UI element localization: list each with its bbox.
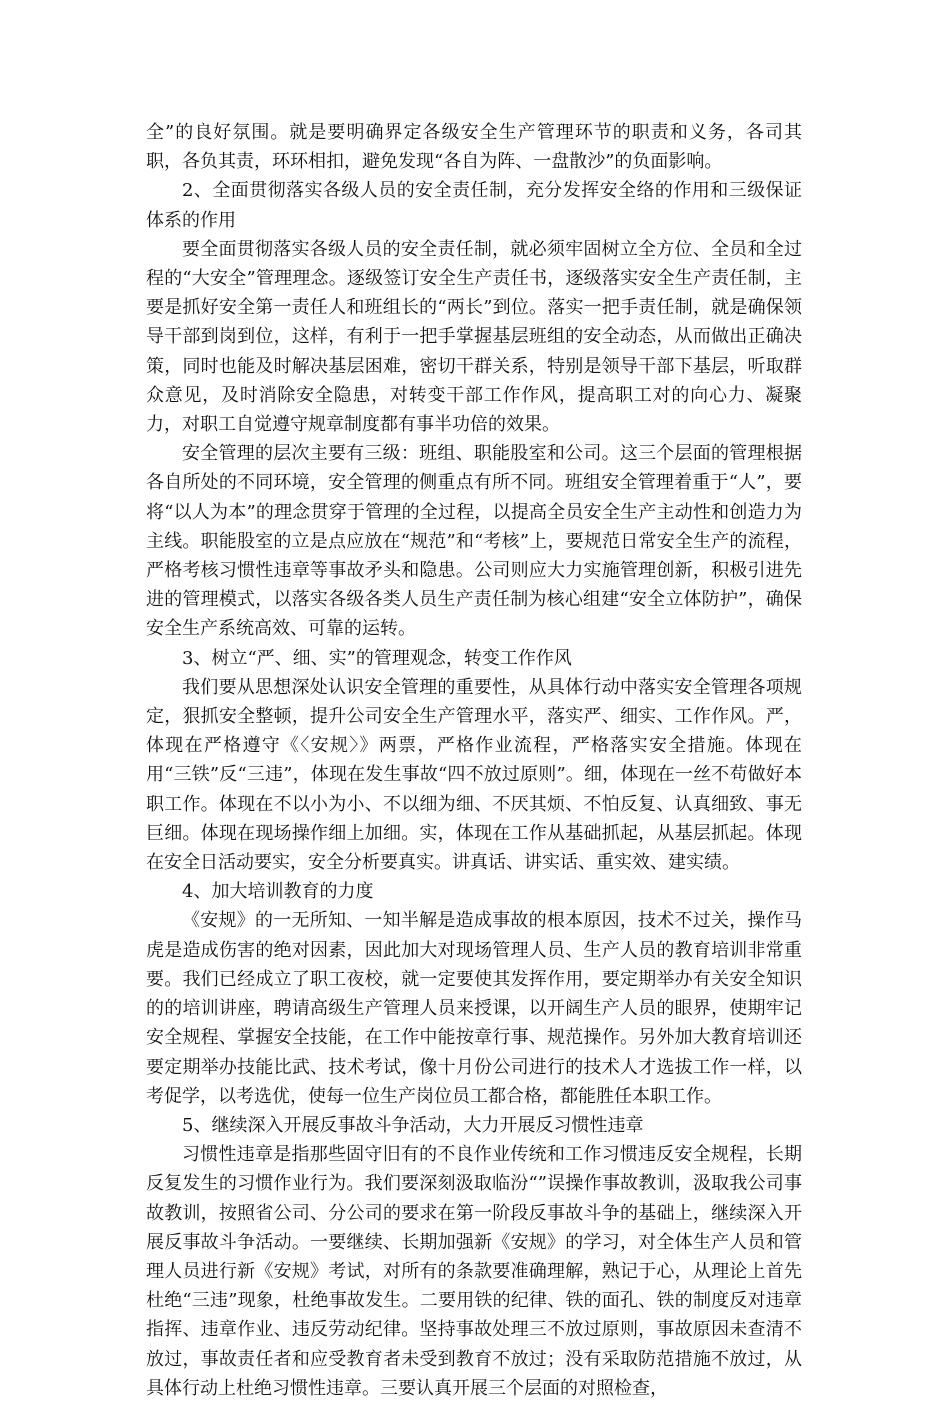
paragraph: 我们要从思想深处认识安全管理的重要性，从具体行动中落实安全管理各项规定，狠抓安全整顿，提升公司安全生产管理水平，落实严、细实、工作作风。严，体现在严格遵守《〈安规〉》两票，严格作业流程，严格落实安全措施。体现在用“三铁”反“三违”，体现在发生事故“四不放过原则”。细，体现在一丝不苟做好本职工作。体现在不以小为小、不以细为细、不厌其烦、不怕反复、认真细致、事无巨细。体现在现场操作细上加细。实，体现在工作从基础抓起，从基层抓起。体现在安全日活动要实，安全分析要真实。讲真话、讲实话、重实效、建实绩。	[146, 676, 802, 874]
paragraph-continuation: 全”的良好氛围。就是要明确界定各级安全生产管理环节的职责和义务，各司其职，各负其责，环环相扣，避免发现“各自为阵、一盘散沙”的负面影响。	[146, 122, 802, 173]
document-body	[146, 118, 802, 1403]
paragraph: 要全面贯彻落实各级人员的安全责任制，就必须牢固树立全方位、全员和全过程的“大安全”管理理念。逐级签订安全生产责任书，逐级落实安全生产责任制，主要是抓好安全第一责任人和班组长的“两长”到位。落实一把手责任制，就是确保领导干部到岗到位，这样，有利于一把手掌握基层班组的安全动态，从而做出正确决策，同时也能及时解决基层困难，密切干群关系，特别是领导干部下基层，听取群众意见，及时消除安全隐患，对转变干部工作作风，提高职工对的向心力、凝聚力，对职工自觉遵守规章制度都有事半功倍的效果。	[146, 238, 802, 436]
section-heading-4: 4、加大培训教育的力度	[182, 881, 374, 903]
paragraph: 安全管理的层次主要有三级：班组、职能股室和公司。这三个层面的管理根据各自所处的不同环境，安全管理的侧重点有所不同。班组安全管理着重于“人”，要将“以人为本”的理念贯穿于管理的全过程，以提高全员安全生产主动性和创造力为主线。职能股室的立是点应放在“规范”和“考核”上，要规范日常安全生产的流程，严格考核习惯性违章等事故矛头和隐患。公司则应大力实施管理创新，积极引进先进的管理模式，以落实各级各类人员生产责任制为核心组建“安全立体防护”，确保安全生产系统高效、可靠的运转。	[146, 443, 802, 640]
section-heading-3: 3、树立“严、细、实”的管理观念，转变工作作风	[182, 647, 572, 669]
section-heading-5: 5、继续深入开展反事故斗争活动，大力开展反习惯性违章	[182, 1114, 644, 1136]
paragraph: 《安规》的一无所知、一知半解是造成事故的根本原因，技术不过关，操作马虎是造成伤害的绝对因素，因此加大对现场管理人员、生产人员的教育培训非常重要。我们已经成立了职工夜校，就一定要使其发挥作用，要定期举办有关安全知识的的培训讲座，聘请高级生产管理人员来授课，以开阔生产人员的眼界，使期牢记安全规程、掌握安全技能，在工作中能按章行事、规范操作。另外加大教育培训还要定期举办技能比武、技术考试，像十月份公司进行的技术人才选拔工作一样，以考促学，以考选优，使每一位生产岗位员工都合格，都能胜任本职工作。	[146, 910, 802, 1107]
paragraph: 习惯性违章是指那些固守旧有的不良作业传统和工作习惯违反安全规程，长期反复发生的习惯作业行为。我们要深刻汲取临汾“”误操作事故教训，汲取我公司事故教训，按照省公司、分公司的要求在第一阶段反事故斗争的基础上，继续深入开展反事故斗争活动。一要继续、长期加强新《安规》的学习，对全体生产人员和管理人员进行新《安规》考试，对所有的条款要准确理解，熟记于心，从理论上首先杜绝“三违”现象，杜绝事故发生。二要用铁的纪律、铁的面孔、铁的制度反对违章指挥、违章作业、违反劳动纪律。坚持事故处理三不放过原则，事故原因未查清不放过，事故责任者和应受教育者未受到教育不放过；没有采取防范措施不放过，从具体行动上杜绝习惯性违章。三要认真开展三个层面的对照检查，	[146, 1144, 802, 1399]
section-heading-2: 2、全面贯彻落实各级人员的安全责任制，充分发挥安全络的作用和三级保证体系的作用	[146, 180, 802, 231]
